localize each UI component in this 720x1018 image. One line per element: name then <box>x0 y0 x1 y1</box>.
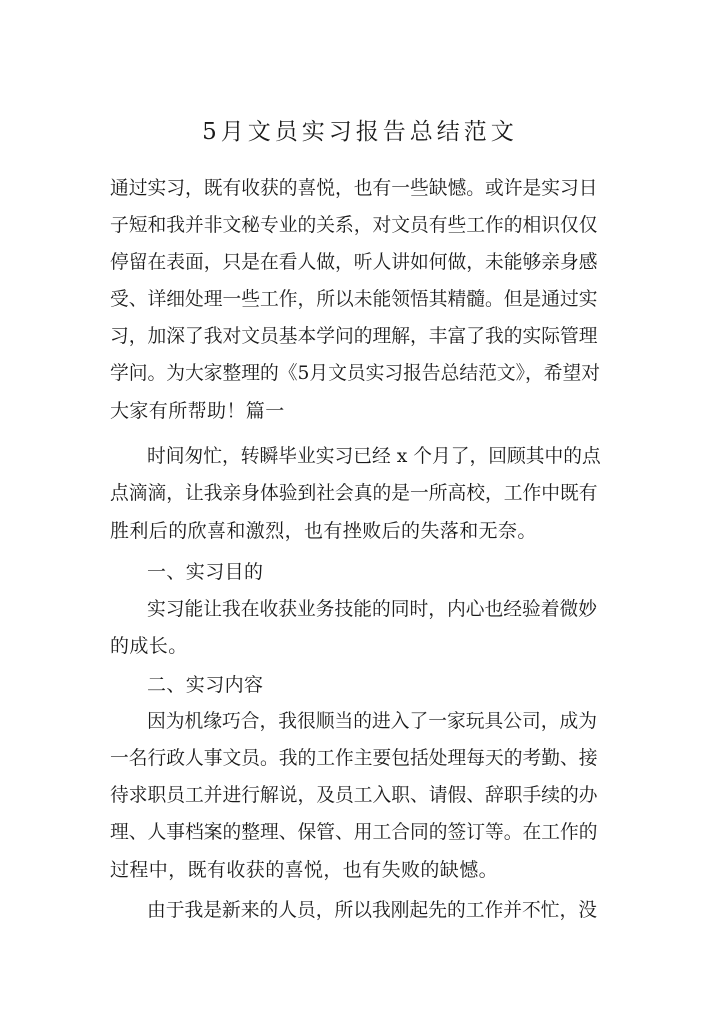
body-line: 子短和我并非文秘专业的关系，对文员有些工作的相识仅仅 <box>110 215 598 236</box>
body-line: 受、详细处理一些工作，所以未能领悟其精髓。但是通过实 <box>110 289 598 310</box>
body-line: 由于我是新来的人员，所以我刚起先的工作并不忙，没 <box>147 900 597 921</box>
document-title: 5月文员实习报告总结范文 <box>202 119 518 145</box>
body-line: 大家有所帮助！篇一 <box>110 400 285 422</box>
body-line: 时间匆忙，转瞬毕业实习已经 x 个月了，回顾其中的点 <box>147 446 601 467</box>
section-heading: 一、实习目的 <box>147 561 264 583</box>
body-line: 过程中，既有收获的喜悦，也有失败的缺憾。 <box>110 859 499 881</box>
body-line: 胜利后的欣喜和激烈，也有挫败后的失落和无奈。 <box>110 520 537 542</box>
body-line: 理、人事档案的整理、保管、用工合同的签订等。在工作的 <box>110 822 598 843</box>
body-line: 待求职员工并进行解说，及员工入职、请假、辞职手续的办 <box>110 785 598 806</box>
body-line: 学问。为大家整理的《5月文员实习报告总结范文》，希望对 <box>110 363 601 384</box>
body-line: 的成长。 <box>110 635 188 657</box>
body-line: 通过实习，既有收获的喜悦，也有一些缺憾。或许是实习日 <box>110 178 598 199</box>
body-line: 一名行政人事文员。我的工作主要包括处理每天的考勤、接 <box>110 748 598 769</box>
body-line: 停留在表面，只是在看人做，听人讲如何做，未能够亲身感 <box>110 252 598 273</box>
body-line: 因为机缘巧合，我很顺当的进入了一家玩具公司，成为 <box>147 711 597 732</box>
body-line: 习，加深了我对文员基本学问的理解，丰富了我的实际管理 <box>110 326 598 347</box>
section-heading: 二、实习内容 <box>147 674 264 696</box>
body-line: 实习能让我在收获业务技能的同时，内心也经验着微妙 <box>147 599 597 620</box>
body-line: 点滴滴，让我亲身体验到社会真的是一所高校，工作中既有 <box>110 483 598 504</box>
